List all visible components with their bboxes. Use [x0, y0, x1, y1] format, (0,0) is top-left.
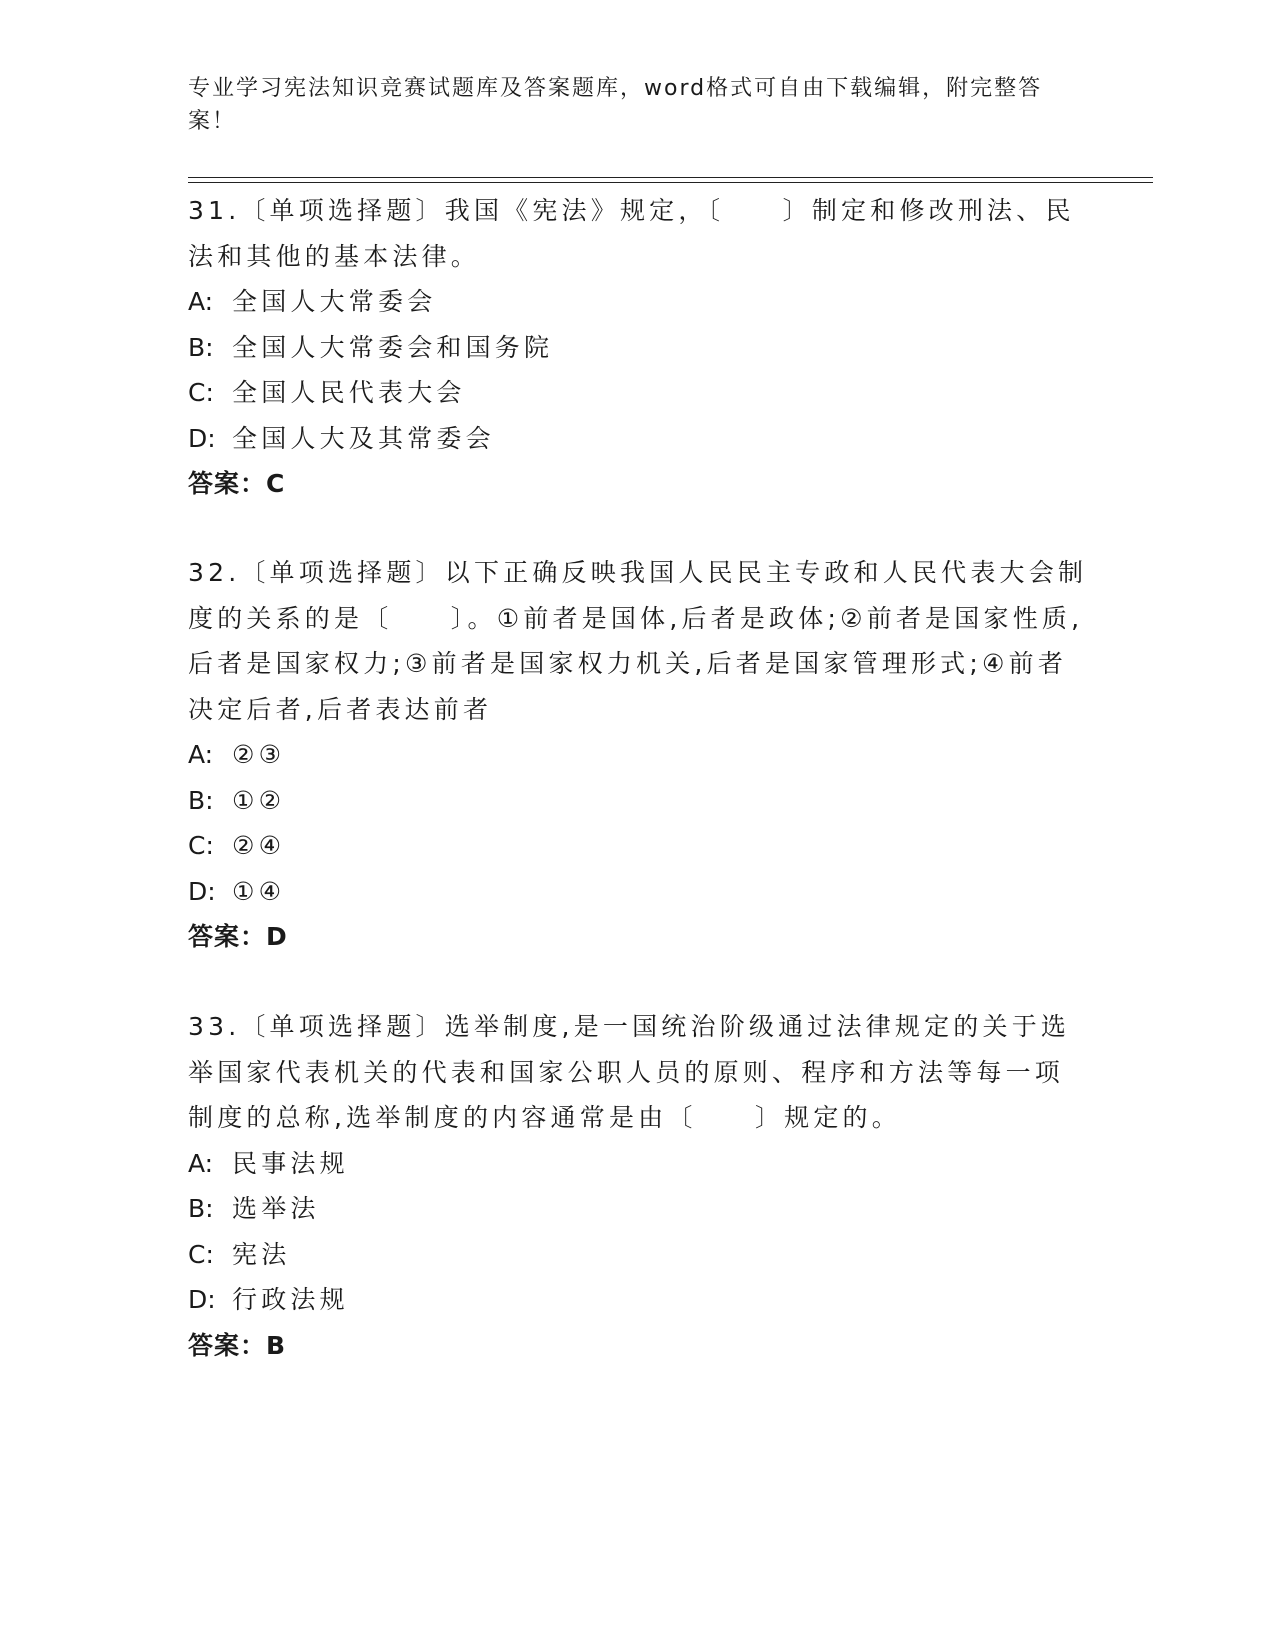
option-text: ②③	[232, 740, 286, 769]
option-text: 民事法规	[232, 1148, 349, 1178]
header-divider-top	[188, 177, 1153, 178]
option-d	[188, 869, 1088, 915]
question-31	[188, 188, 1088, 507]
answer: 答案：D	[188, 922, 288, 951]
option-d	[188, 416, 1088, 462]
option-text: 全国人民代表大会	[232, 378, 466, 407]
question-text: 31.〔单项选择题〕我国《宪法》规定，〔 〕制定和修改刑法、民法和其他的基本法律。	[188, 196, 1075, 271]
option-letter: B:	[188, 785, 214, 815]
option-text: 全国人大常委会和国务院	[232, 332, 554, 362]
option-letter: A:	[188, 1148, 214, 1178]
option-text: 全国人大常委会	[232, 287, 437, 316]
option-c	[188, 370, 1088, 416]
header-divider-bottom	[188, 182, 1153, 183]
option-letter: D:	[188, 1285, 216, 1314]
option-text: ②④	[232, 831, 286, 860]
question-text: 33.〔单项选择题〕选举制度,是一国统治阶级通过法律规定的关于选举国家代表机关的代表和国家公职人员的原则、程序和方法等每一项制度的总称,选举制度的内容通常是由〔 〕规定的。	[188, 1012, 1071, 1132]
question-32	[188, 550, 1088, 960]
option-letter: B:	[188, 332, 214, 362]
option-letter: D:	[188, 423, 216, 453]
question-text: 32.〔单项选择题〕以下正确反映我国人民民主专政和人民代表大会制度的关系的是〔 〕。①前者是国体,后者是政体;②前者是国家性质,后者是国家权力;③前者是国家权力机关,后者是国家管理形式;④前者决定后者,后者表达前者	[188, 558, 1088, 724]
option-text: 行政法规	[232, 1285, 349, 1314]
option-letter: A:	[188, 287, 214, 316]
option-letter: C:	[188, 378, 214, 407]
option-letter: C:	[188, 1239, 214, 1269]
option-letter: C:	[188, 831, 214, 860]
option-a	[188, 1141, 1088, 1187]
option-letter: A:	[188, 740, 214, 769]
option-a	[188, 732, 1088, 778]
option-text: ①④	[232, 876, 286, 906]
option-text: 宪法	[232, 1239, 291, 1269]
option-c	[188, 1232, 1088, 1278]
answer: 答案：C	[188, 469, 286, 498]
answer: 答案：B	[188, 1330, 287, 1360]
option-b	[188, 1186, 1088, 1232]
question-33	[188, 1004, 1088, 1368]
option-letter: B:	[188, 1194, 214, 1223]
option-b	[188, 325, 1088, 371]
option-text: ①②	[232, 785, 286, 815]
document-header: 专业学习宪法知识竞赛试题库及答案题库，word格式可自由下载编辑，附完整答案！	[188, 76, 1043, 134]
option-a	[188, 279, 1088, 325]
option-text: 全国人大及其常委会	[232, 423, 495, 453]
option-c	[188, 823, 1088, 869]
option-letter: D:	[188, 876, 216, 906]
option-b	[188, 778, 1088, 824]
option-text: 选举法	[232, 1194, 320, 1223]
option-d	[188, 1277, 1088, 1323]
